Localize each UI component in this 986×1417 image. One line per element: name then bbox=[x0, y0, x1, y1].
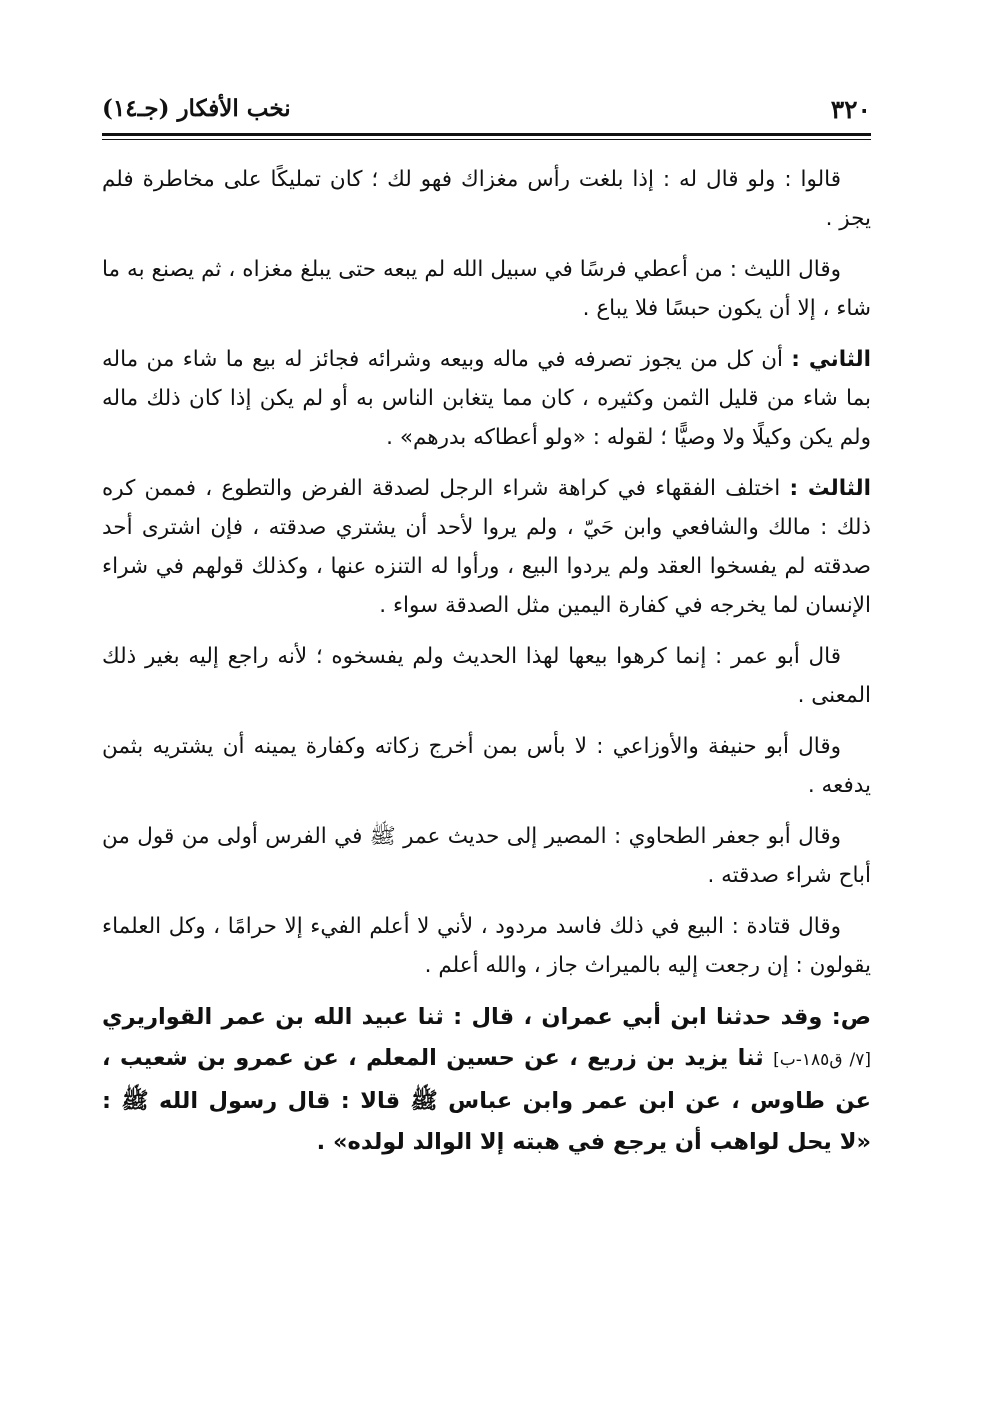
paragraph bbox=[102, 160, 871, 238]
paragraph-text: قالوا : ولو قال له : إذا بلغت رأس مغزاك فهو لك ؛ كان تمليكًا على مخاطرة فلم يجز . bbox=[102, 167, 871, 231]
hadith-text bbox=[102, 997, 871, 1163]
page-header bbox=[102, 93, 871, 129]
paragraph-text: وقال أبو جعفر الطحاوي : المصير إلى حديث عمر ﷺ في الفرس أولى من قول من أباح شراء صدقته . bbox=[102, 824, 871, 888]
paragraph bbox=[102, 469, 871, 625]
page-body bbox=[102, 160, 871, 1175]
paragraph bbox=[102, 340, 871, 457]
header-rule-thick bbox=[102, 133, 871, 136]
paragraph-text: أن كل من يجوز تصرفه في ماله وبيعه وشرائه فجائز له بيع ما شاء من ماله بما شاء من قليل الثمن وكثيره ، كان مما يتغابن الناس به أو لم يكن إذا كان ذلك ماله ولم يكن وكيلًا ولا وصيًّا ؛ لقوله : «ولو أعطاكه بدرهم» . bbox=[102, 347, 871, 450]
page-number: ٣٢٠ bbox=[830, 95, 871, 124]
running-title: نخب الأفكار (جـ١٤) bbox=[102, 95, 291, 122]
paragraph bbox=[102, 727, 871, 805]
folio-reference: [٧/ ق١٨٥-ب] bbox=[773, 1050, 871, 1070]
hadith-part-1: ص: وقد حدثنا ابن أبي عمران ، قال : ثنا عبيد الله بن عمر القواريري bbox=[102, 1004, 871, 1030]
paragraph-text: وقال أبو حنيفة والأوزاعي : لا بأس بمن أخرج زكاته وكفارة يمينه أن يشتريه بثمن يدفعه . bbox=[102, 734, 871, 798]
paragraph-text: وقال قتادة : البيع في ذلك فاسد مردود ، لأني لا أعلم الفيء إلا حرامًا ، وكل العلماء يقولون : إن رجعت إليه بالميراث جاز ، والله أعلم . bbox=[102, 914, 871, 978]
paragraph bbox=[102, 907, 871, 985]
section-lead: الثالث : bbox=[789, 476, 871, 501]
hadith-part-2: ثنا يزيد بن زريع ، عن حسين المعلم ، عن عمرو بن شعيب ، عن طاوس ، عن ابن عمر وابن عباس ﷺ قالا : قال رسول الله ﷺ : «لا يحل لواهب أن يرجع في هبته إلا الوالد لولده» . bbox=[102, 1045, 871, 1155]
paragraph bbox=[102, 250, 871, 328]
paragraph-text: قال أبو عمر : إنما كرهوا بيعها لهذا الحديث ولم يفسخوه ؛ لأنه راجع إليه بغير ذلك المعنى . bbox=[102, 644, 871, 708]
paragraph-text: اختلف الفقهاء في كراهة شراء الرجل لصدقة الفرض والتطوع ، فممن كره ذلك : مالك والشافعي وابن حَيّ ، ولم يروا لأحد أن يشتري صدقته ، فإن اشترى أحد صدقته لم يفسخوا العقد ولم يردوا البيع ، ورأوا له التنزه عنها ، وكذلك قولهم في شراء الإنسان لما يخرجه في كفارة اليمين مثل الصدقة سواء . bbox=[102, 476, 871, 618]
paragraph-text: وقال الليث : من أعطي فرسًا في سبيل الله لم يبعه حتى يبلغ مغزاه ، ثم يصنع به ما شاء ، إلا أن يكون حبسًا فلا يباع . bbox=[102, 257, 871, 321]
paragraph bbox=[102, 637, 871, 715]
header-rule-thin bbox=[102, 139, 871, 140]
section-lead: الثاني : bbox=[791, 347, 871, 372]
paragraph bbox=[102, 817, 871, 895]
